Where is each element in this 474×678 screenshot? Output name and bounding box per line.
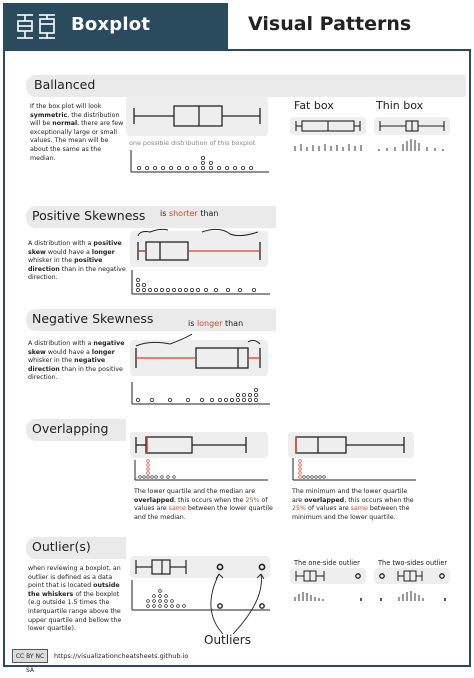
one-side-outlier-boxplot xyxy=(290,568,366,584)
outliers-arrows xyxy=(195,560,275,640)
section-title-outliers: Outlier(s) xyxy=(32,539,91,554)
one-side-outlier-label: The one-side outlier xyxy=(294,559,360,567)
note-bold: overlapped xyxy=(134,496,175,504)
thin-box-histogram xyxy=(376,138,452,152)
desc-text: A distribution with a xyxy=(28,340,94,347)
thin-box-label: Thin box xyxy=(376,99,424,112)
desc-text: whisker in the xyxy=(28,257,75,265)
balanced-description xyxy=(30,103,126,163)
note-text: between the minimum and the lower quartile. xyxy=(292,505,410,521)
desc-bold: longer xyxy=(91,348,115,356)
annotation-text: is xyxy=(160,209,169,218)
note-text: between the lower quartile and the median. xyxy=(134,505,273,521)
overlap-right-boxplot xyxy=(288,432,414,458)
header-subtitle-panel xyxy=(228,3,471,51)
positive-annotation xyxy=(160,209,218,218)
overlap-left-note xyxy=(134,488,274,522)
two-sides-outlier-histogram xyxy=(376,588,452,602)
desc-text: If the box plot will look xyxy=(30,103,102,110)
desc-text: whisker in the xyxy=(28,357,75,365)
desc-bold: outside the whiskers xyxy=(28,582,120,598)
note-red: 25% xyxy=(245,496,260,504)
note-bold: overlapped xyxy=(304,496,345,504)
negative-description xyxy=(28,340,126,383)
overlap-left-boxplot xyxy=(130,432,268,458)
balanced-caption: one possible distribution of this boxplot xyxy=(129,139,256,147)
desc-bold: positive direction xyxy=(28,257,103,273)
two-sides-outlier-boxplot xyxy=(374,568,450,584)
header-title: Boxplot xyxy=(71,14,151,35)
overlap-left-dotplot xyxy=(134,460,268,484)
desc-text: would have a xyxy=(45,248,92,256)
balanced-boxplot xyxy=(126,96,268,136)
desc-text: than in the negative direction. xyxy=(28,265,126,282)
fat-box-label: Fat box xyxy=(294,99,334,112)
desc-text: of the boxplot (e.g outside 1.5 times the interquartile range above the upper quartile and bellow the lower quartile). xyxy=(28,590,122,633)
desc-text: , there are few exceptionally large or small values. The mean will be about the same as the median. xyxy=(30,120,124,162)
desc-text: would have a xyxy=(45,348,92,356)
annotation-key: shorter xyxy=(168,209,198,218)
one-side-outlier-histogram xyxy=(292,588,368,602)
overlap-right-note xyxy=(292,488,416,522)
note-text: The lower quartile and the median are xyxy=(134,488,256,495)
note-text: The minimum and the lower quartile are xyxy=(292,488,408,504)
annotation-key: longer xyxy=(196,319,223,328)
header-brand-panel xyxy=(3,3,228,51)
desc-text: when reviewing a boxplot, an outlier is defined as a data point that is located xyxy=(28,565,121,590)
outliers-label: Outliers xyxy=(204,633,251,647)
desc-bold: symmetric xyxy=(30,111,68,119)
fat-box-histogram xyxy=(292,138,368,152)
note-red: same xyxy=(350,505,368,513)
negative-dotplot xyxy=(130,382,270,408)
balanced-dotplot xyxy=(129,150,269,176)
section-title-overlapping: Overlapping xyxy=(32,421,109,436)
fat-boxplot xyxy=(290,117,366,135)
positive-dotplot xyxy=(130,270,270,298)
annotation-text: than xyxy=(222,319,244,328)
negative-annotation xyxy=(188,319,243,328)
note-text: of values are xyxy=(306,505,351,513)
desc-bold: normal xyxy=(52,120,78,128)
license-badge: CC BY NC SA xyxy=(12,649,48,663)
note-text: , this occurs when the xyxy=(174,496,246,504)
two-sides-outlier-label: The two-sides outlier xyxy=(378,559,448,567)
positive-boxplot xyxy=(130,220,268,268)
desc-text: , the distribution will be xyxy=(30,111,120,128)
note-red: same xyxy=(168,505,186,513)
desc-bold: longer xyxy=(91,248,115,256)
annotation-text: is xyxy=(188,319,197,328)
section-title-balanced: Ballanced xyxy=(34,77,96,92)
thin-boxplot xyxy=(374,117,450,135)
note-text: , this occurs when the xyxy=(344,496,414,504)
negative-boxplot xyxy=(130,328,268,378)
note-text: of values are xyxy=(134,496,268,513)
desc-text: A distribution with a xyxy=(28,240,94,247)
footer-url[interactable]: https://visualizationcheatsheets.github.io xyxy=(54,652,189,660)
desc-text: than in the positive direction. xyxy=(28,365,123,382)
section-title-negative: Negative Skewness xyxy=(32,311,154,326)
section-title-positive: Positive Skewness xyxy=(32,208,146,223)
note-red: 25% xyxy=(292,505,306,513)
desc-bold: negative skew xyxy=(28,340,125,356)
header xyxy=(3,3,471,51)
header-subtitle: Visual Patterns xyxy=(248,13,412,35)
desc-bold: negative direction xyxy=(28,357,106,373)
boxplot-logo-icon xyxy=(13,11,59,43)
annotation-text: than xyxy=(197,209,219,218)
desc-bold: positive skew xyxy=(28,240,122,256)
overlap-right-dotplot xyxy=(292,458,416,484)
outliers-description xyxy=(28,565,124,634)
positive-description xyxy=(28,240,126,283)
